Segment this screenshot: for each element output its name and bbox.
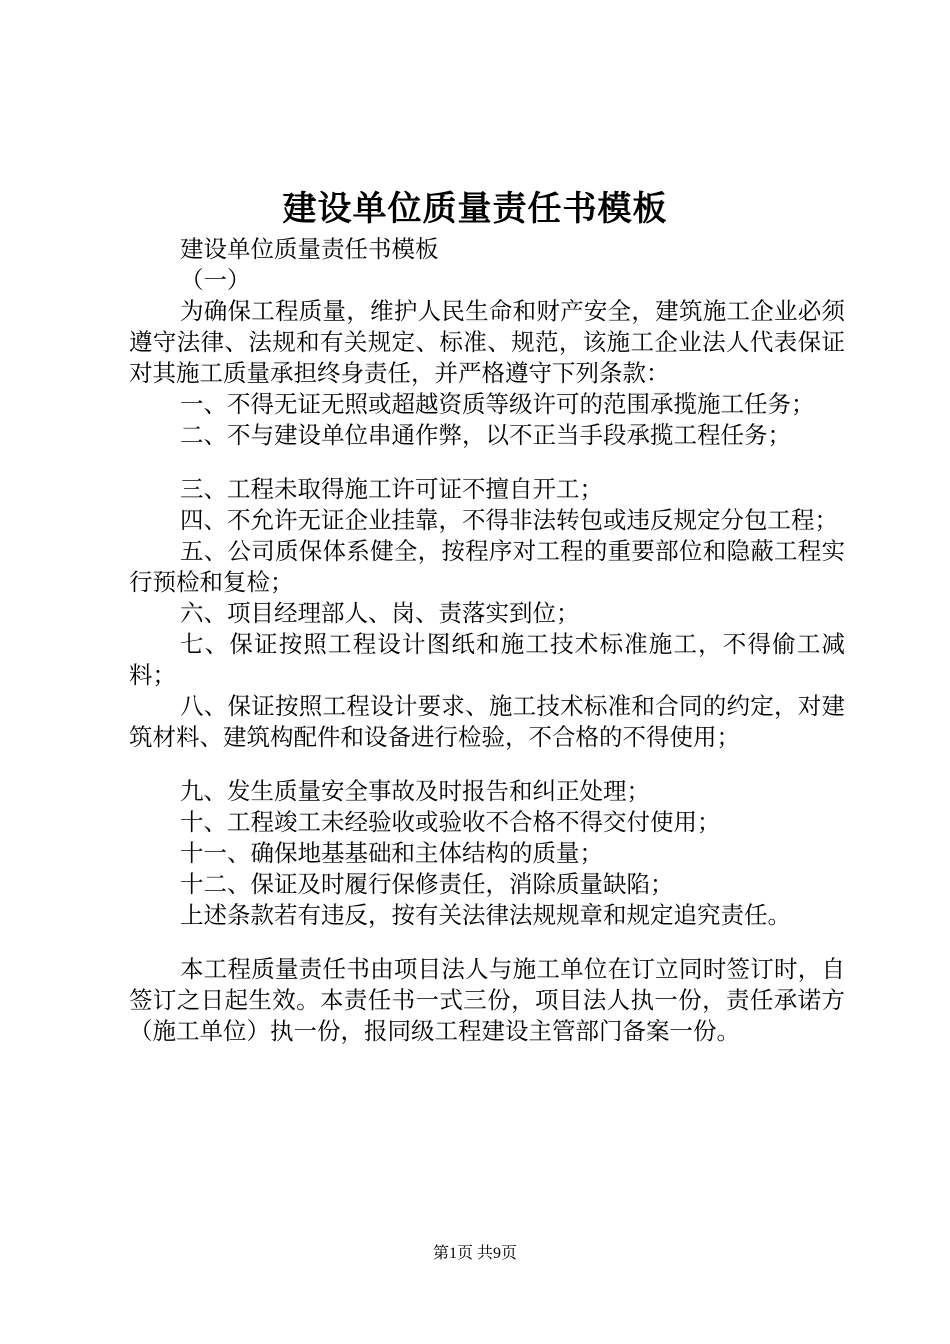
violation-statement: 上述条款若有违反，按有关法律法规规章和规定追究责任。 — [180, 901, 791, 929]
clause-12: 十二、保证及时履行保修责任，消除质量缺陷； — [180, 870, 674, 898]
effective-statement: 本工程质量责任书由项目法人与施工单位在订立同时签订时，自签订之日起生效。本责任书一式三份，项目法人执一份，责任承诺方（施工单位）执一份，报同级工程建设主管部门备案一份。 — [129, 955, 845, 1045]
page-footer: 第1页 共9页 — [432, 1245, 517, 1262]
clause-5: 五、公司质保体系健全，按程序对工程的重要部位和隐蔽工程实行预检和复检； — [129, 537, 845, 596]
clause-4: 四、不允许无证企业挂靠，不得非法转包或违反规定分包工程； — [180, 506, 838, 534]
intro-paragraph: 为确保工程质量，维护人民生命和财产安全，建筑施工企业必须遵守法律、法规和有关规定、标准、规范，该施工企业法人代表保证对其施工质量承担终身责任，并严格遵守下列条款： — [129, 297, 845, 387]
document-body — [129, 234, 845, 1047]
document-title: 建设单位质量责任书模板 — [282, 189, 668, 229]
clause-2: 二、不与建设单位串通作弊，以不正当手段承揽工程任务； — [180, 421, 791, 449]
clause-6: 六、项目经理部人、岗、责落实到位； — [180, 599, 580, 627]
clause-9: 九、发生质量安全事故及时报告和纠正处理； — [180, 777, 650, 805]
clause-7: 七、保证按照工程设计图纸和施工技术标准施工，不得偷工减料； — [129, 630, 845, 689]
clause-8: 八、保证按照工程设计要求、施工技术标准和合同的约定，对建筑材料、建筑构配件和设备进行检验，不合格的不得使用； — [129, 692, 845, 751]
clause-3: 三、工程未取得施工许可证不擅自开工； — [180, 475, 603, 503]
clause-1: 一、不得无证无照或超越资质等级许可的范围承揽施工任务； — [180, 390, 815, 418]
clause-11: 十一、确保地基基础和主体结构的质量； — [180, 839, 603, 867]
document-subtitle: 建设单位质量责任书模板 — [180, 235, 439, 263]
clause-10: 十、工程竣工未经验收或验收不合格不得交付使用； — [180, 808, 721, 836]
section-marker: （一） — [180, 266, 251, 294]
